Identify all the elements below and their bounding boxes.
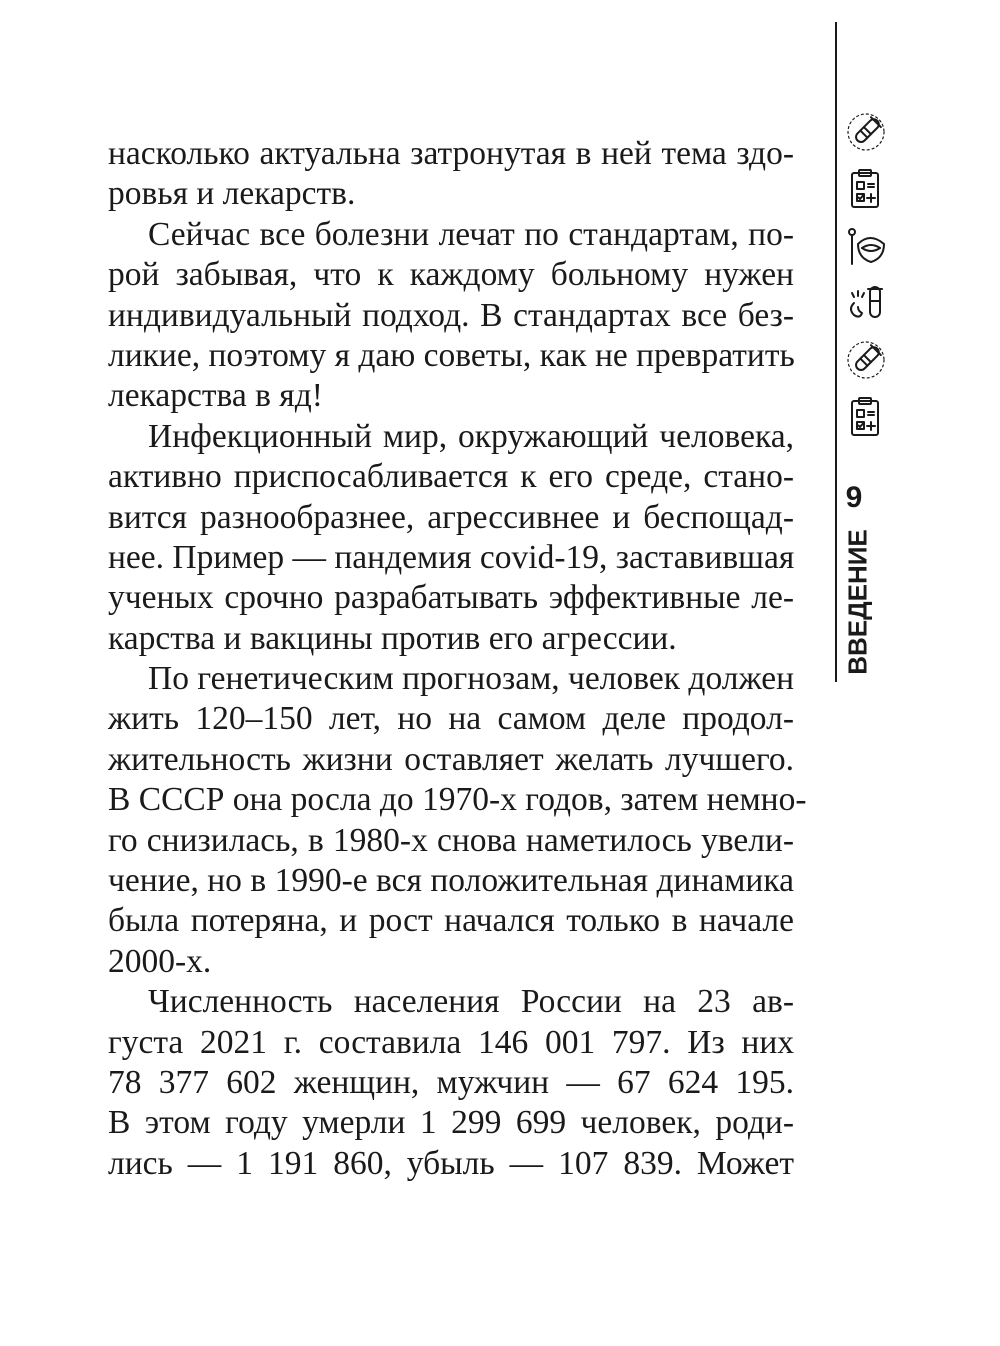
text-line: была потеряна, и рост начался только в начале bbox=[108, 902, 794, 940]
text-line: 2000-х. bbox=[108, 942, 212, 980]
text-line: В этом году умерли 1 299 699 человек, роди- bbox=[108, 1104, 794, 1142]
sidebar-icons bbox=[838, 110, 886, 452]
text-line: карства и вакцины против его агрессии. bbox=[108, 619, 677, 657]
text-line: лись — 1 191 860, убыль — 107 839. Может bbox=[108, 1144, 794, 1182]
text-line: жить 120–150 лет, но на самом деле продол- bbox=[108, 700, 794, 738]
text-line: ликие, поэтому я даю советы, как не превратить bbox=[108, 336, 795, 374]
mouth-mask-icon bbox=[844, 224, 888, 268]
body-text bbox=[108, 134, 807, 1184]
test-tube-icon bbox=[844, 110, 888, 154]
text-line: индивидуальный подход. В стандартах все без- bbox=[108, 296, 794, 334]
text-line: В СССР она росла до 1970-х годов, затем немно- bbox=[108, 781, 807, 819]
text-line: рой забывая, что к каждому больному нужен bbox=[108, 256, 794, 294]
sidebar-divider bbox=[835, 22, 837, 682]
text-line: густа 2021 г. составила 146 001 797. Из них bbox=[108, 1023, 794, 1061]
clipboard-chart-icon bbox=[844, 167, 888, 211]
text-line: По генетическим прогнозам, человек должен bbox=[148, 660, 794, 698]
text-line: 78 377 602 женщин, мужчин — 67 624 195. bbox=[108, 1063, 794, 1101]
page-number: 9 bbox=[845, 481, 863, 514]
text-line: Инфекционный мир, окружающий человека, bbox=[148, 417, 794, 455]
clipboard-chart-icon bbox=[844, 395, 888, 439]
text-line: активно приспосабливается к его среде, стано- bbox=[108, 458, 794, 496]
section-title: ВВЕДЕНИЕ bbox=[842, 529, 873, 675]
text-line: Численность населения России на 23 ав- bbox=[148, 983, 794, 1021]
text-line: жительность жизни оставляет желать лучшего. bbox=[108, 740, 794, 778]
text-line: го снизилась, в 1980-х снова наметилось увели- bbox=[108, 821, 794, 859]
test-tube-icon bbox=[844, 338, 888, 382]
text-line: Сейчас все болезни лечат по стандартам, по- bbox=[148, 215, 794, 253]
text-line: лекарства в яд! bbox=[108, 377, 323, 415]
text-line: ровья и лекарств. bbox=[108, 175, 356, 213]
text-line: чение, но в 1990-е вся положительная динамика bbox=[108, 862, 794, 900]
text-line: ученых срочно разрабатывать эффективные ле- bbox=[108, 579, 794, 617]
text-line: насколько актуальна затронутая в ней тема здо- bbox=[108, 135, 794, 172]
test-tubes-icon bbox=[844, 281, 888, 325]
text-line: нее. Пример — пандемия covid-19, заставившая bbox=[108, 538, 795, 576]
text-line: вится разнообразнее, агрессивнее и беспощад- bbox=[108, 498, 794, 536]
